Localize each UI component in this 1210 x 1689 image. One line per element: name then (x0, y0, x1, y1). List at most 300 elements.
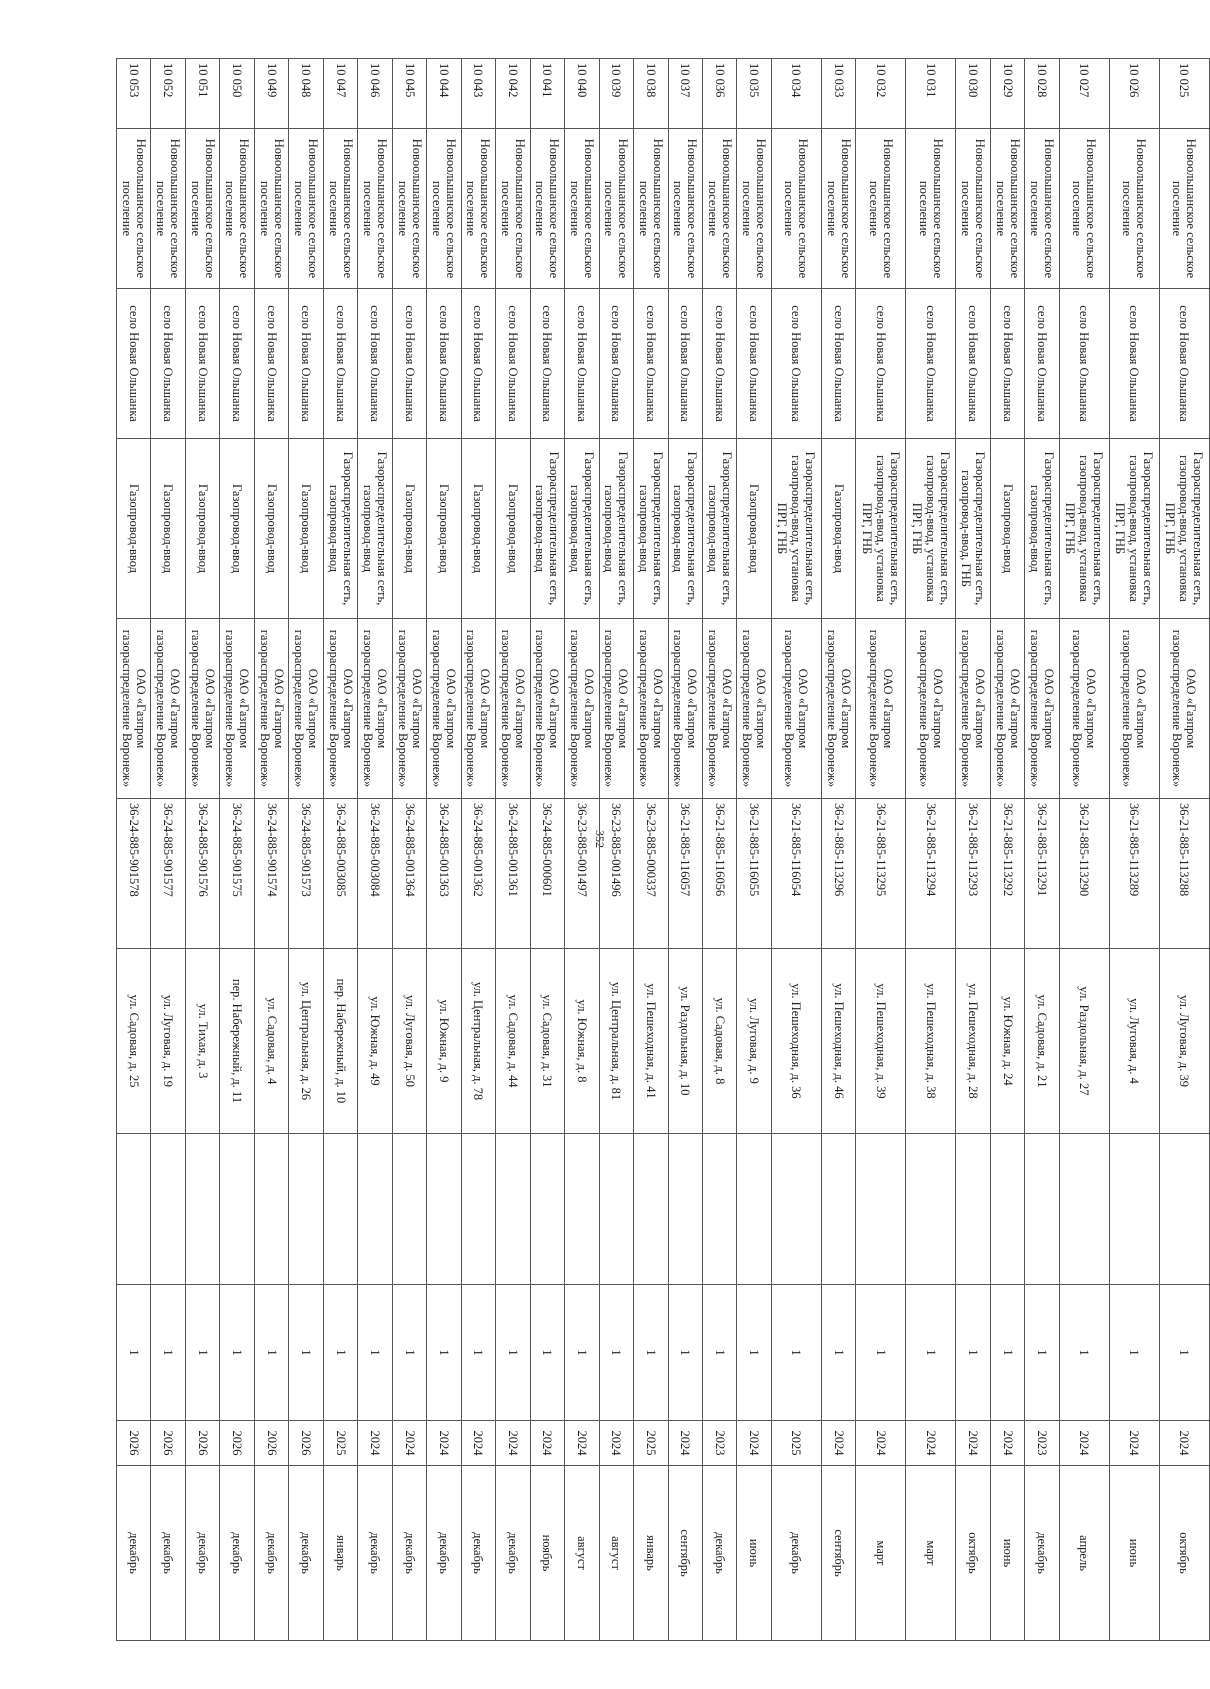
table-row (956, 59, 990, 1641)
year-cell: 2025 (323, 1421, 357, 1466)
organization-cell: ОАО «Газпром газораспределение Воронеж» (1059, 619, 1109, 799)
address-cell: ул. Южная, д. 9 (427, 949, 461, 1134)
row-number: 10 027 (1059, 59, 1109, 129)
table-row (1159, 59, 1209, 1641)
year-cell: 2024 (1159, 1421, 1209, 1466)
month-cell: декабрь (185, 1466, 219, 1641)
row-number: 10 028 (1025, 59, 1059, 129)
month-cell: декабрь (703, 1466, 737, 1641)
municipality-cell: Новоольшанское сельское поселение (392, 129, 426, 289)
row-number: 10 053 (117, 59, 152, 129)
table-row (1109, 59, 1159, 1641)
cadastral-number-cell: 36-21-885-113294 (906, 799, 956, 949)
locality-cell: село Новая Ольшанка (185, 289, 219, 439)
object-type-cell: Газопровод-ввод (427, 439, 461, 619)
address-cell: ул. Южная, д. 24 (990, 949, 1024, 1134)
object-type-cell: Газораспределительная сеть, газопровод-ввод (358, 439, 392, 619)
organization-cell: ОАО «Газпром газораспределение Воронеж» (856, 619, 906, 799)
municipality-cell: Новоольшанское сельское поселение (634, 129, 668, 289)
quantity-cell: 1 (1025, 1285, 1059, 1421)
organization-cell: ОАО «Газпром газораспределение Воронеж» (1159, 619, 1209, 799)
empty-cell (1025, 1134, 1059, 1285)
year-cell: 2023 (703, 1421, 737, 1466)
quantity-cell: 1 (1159, 1285, 1209, 1421)
year-cell: 2026 (254, 1421, 288, 1466)
cadastral-number-cell: 36-24-885-901573 (289, 799, 323, 949)
cadastral-number-cell: 36-21-885-113293 (956, 799, 990, 949)
locality-cell: село Новая Ольшанка (821, 289, 855, 439)
cadastral-number-cell: 36-21-885-113291 (1025, 799, 1059, 949)
cadastral-number-cell: 36-21-885-113288 (1159, 799, 1209, 949)
quantity-cell: 1 (771, 1285, 821, 1421)
address-cell: ул. Садовая, д. 44 (496, 949, 530, 1134)
organization-cell: ОАО «Газпром газораспределение Воронеж» (117, 619, 152, 799)
table-row (668, 59, 702, 1641)
object-type-cell: Газопровод-ввод (117, 439, 152, 619)
table-row (392, 59, 426, 1641)
year-cell: 2025 (634, 1421, 668, 1466)
row-number: 10 048 (289, 59, 323, 129)
address-cell: ул. Садовая, д. 4 (254, 949, 288, 1134)
organization-cell: ОАО «Газпром газораспределение Воронеж» (254, 619, 288, 799)
row-number: 10 043 (461, 59, 495, 129)
table-row (821, 59, 855, 1641)
quantity-cell: 1 (427, 1285, 461, 1421)
organization-cell: ОАО «Газпром газораспределение Воронеж» (821, 619, 855, 799)
municipality-cell: Новоольшанское сельское поселение (821, 129, 855, 289)
address-cell: ул. Луговая, д. 19 (151, 949, 185, 1134)
month-cell: март (856, 1466, 906, 1641)
address-cell: ул. Пешеходная, д. 38 (906, 949, 956, 1134)
cadastral-number-cell: 36-21-885-113296 (821, 799, 855, 949)
locality-cell: село Новая Ольшанка (668, 289, 702, 439)
cadastral-number-cell: 36-23-885-001496 (599, 799, 633, 949)
table-row (565, 59, 599, 1641)
municipality-cell: Новоольшанское сельское поселение (771, 129, 821, 289)
year-cell: 2026 (220, 1421, 254, 1466)
address-cell: ул. Раздольная, д. 27 (1059, 949, 1109, 1134)
table-row (461, 59, 495, 1641)
quantity-cell: 1 (956, 1285, 990, 1421)
row-number: 10 045 (392, 59, 426, 129)
address-cell: ул. Центральная, д. 81 (599, 949, 633, 1134)
month-cell: июнь (990, 1466, 1024, 1641)
table-row (289, 59, 323, 1641)
row-number: 10 042 (496, 59, 530, 129)
table-row (856, 59, 906, 1641)
empty-cell (634, 1134, 668, 1285)
year-cell: 2024 (668, 1421, 702, 1466)
organization-cell: ОАО «Газпром газораспределение Воронеж» (530, 619, 564, 799)
table-row (254, 59, 288, 1641)
empty-cell (1059, 1134, 1109, 1285)
row-number: 10 046 (358, 59, 392, 129)
row-number: 10 031 (906, 59, 956, 129)
row-number: 10 026 (1109, 59, 1159, 129)
row-number: 10 044 (427, 59, 461, 129)
municipality-cell: Новоольшанское сельское поселение (358, 129, 392, 289)
rotated-page-content (116, 58, 1210, 1640)
month-cell: декабрь (358, 1466, 392, 1641)
locality-cell: село Новая Ольшанка (323, 289, 357, 439)
municipality-cell: Новоольшанское сельское поселение (956, 129, 990, 289)
year-cell: 2024 (358, 1421, 392, 1466)
municipality-cell: Новоольшанское сельское поселение (461, 129, 495, 289)
municipality-cell: Новоольшанское сельское поселение (1159, 129, 1209, 289)
empty-cell (990, 1134, 1024, 1285)
organization-cell: ОАО «Газпром газораспределение Воронеж» (634, 619, 668, 799)
year-cell: 2024 (530, 1421, 564, 1466)
year-cell: 2024 (1109, 1421, 1159, 1466)
address-cell: ул. Пешеходная, д. 28 (956, 949, 990, 1134)
quantity-cell: 1 (358, 1285, 392, 1421)
quantity-cell: 1 (821, 1285, 855, 1421)
quantity-cell: 1 (392, 1285, 426, 1421)
organization-cell: ОАО «Газпром газораспределение Воронеж» (185, 619, 219, 799)
organization-cell: ОАО «Газпром газораспределение Воронеж» (427, 619, 461, 799)
organization-cell: ОАО «Газпром газораспределение Воронеж» (668, 619, 702, 799)
empty-cell (668, 1134, 702, 1285)
organization-cell: ОАО «Газпром газораспределение Воронеж» (956, 619, 990, 799)
address-cell: ул. Пешеходная, д. 39 (856, 949, 906, 1134)
cadastral-number-cell: 36-24-885-901577 (151, 799, 185, 949)
locality-cell: село Новая Ольшанка (254, 289, 288, 439)
organization-cell: ОАО «Газпром газораспределение Воронеж» (771, 619, 821, 799)
month-cell: апрель (1059, 1466, 1109, 1641)
locality-cell: село Новая Ольшанка (151, 289, 185, 439)
municipality-cell: Новоольшанское сельское поселение (185, 129, 219, 289)
year-cell: 2024 (821, 1421, 855, 1466)
empty-cell (856, 1134, 906, 1285)
month-cell: декабрь (1025, 1466, 1059, 1641)
locality-cell: село Новая Ольшанка (771, 289, 821, 439)
locality-cell: село Новая Ольшанка (358, 289, 392, 439)
address-cell: ул. Садовая, д. 8 (703, 949, 737, 1134)
empty-cell (117, 1134, 152, 1285)
empty-cell (289, 1134, 323, 1285)
object-type-cell: Газораспределительная сеть, газопровод-ввод, ГНБ (956, 439, 990, 619)
table-row (220, 59, 254, 1641)
cadastral-number-cell: 36-24-885-003084 (358, 799, 392, 949)
cadastral-number-cell: 36-24-885-003085 (323, 799, 357, 949)
empty-cell (1159, 1134, 1209, 1285)
year-cell: 2024 (565, 1421, 599, 1466)
municipality-cell: Новоольшанское сельское поселение (599, 129, 633, 289)
month-cell: октябрь (1159, 1466, 1209, 1641)
municipality-cell: Новоольшанское сельское поселение (1109, 129, 1159, 289)
organization-cell: ОАО «Газпром газораспределение Воронеж» (358, 619, 392, 799)
object-type-cell: Газопровод-ввод (254, 439, 288, 619)
empty-cell (427, 1134, 461, 1285)
quantity-cell: 1 (461, 1285, 495, 1421)
organization-cell: ОАО «Газпром газораспределение Воронеж» (737, 619, 771, 799)
cadastral-number-cell: 36-21-885-113295 (856, 799, 906, 949)
object-type-cell: Газопровод-ввод (990, 439, 1024, 619)
year-cell: 2026 (117, 1421, 152, 1466)
row-number: 10 047 (323, 59, 357, 129)
organization-cell: ОАО «Газпром газораспределение Воронеж» (392, 619, 426, 799)
quantity-cell: 1 (1109, 1285, 1159, 1421)
empty-cell (956, 1134, 990, 1285)
month-cell: январь (323, 1466, 357, 1641)
empty-cell (220, 1134, 254, 1285)
row-number: 10 036 (703, 59, 737, 129)
table-row (703, 59, 737, 1641)
year-cell: 2024 (496, 1421, 530, 1466)
municipality-cell: Новоольшанское сельское поселение (737, 129, 771, 289)
table-row (1025, 59, 1059, 1641)
table-row (496, 59, 530, 1641)
table-row (323, 59, 357, 1641)
empty-cell (703, 1134, 737, 1285)
year-cell: 2024 (990, 1421, 1024, 1466)
row-number: 10 051 (185, 59, 219, 129)
quantity-cell: 1 (703, 1285, 737, 1421)
object-type-cell: Газораспределительная сеть, газопровод-ввод, установка ПРГ, ГНБ (1159, 439, 1209, 619)
cadastral-number-cell: 36-23-885-001497 (565, 799, 599, 949)
row-number: 10 040 (565, 59, 599, 129)
address-cell: ул. Луговая, д. 50 (392, 949, 426, 1134)
organization-cell: ОАО «Газпром газораспределение Воронеж» (323, 619, 357, 799)
month-cell: декабрь (151, 1466, 185, 1641)
table-row (906, 59, 956, 1641)
row-number: 10 052 (151, 59, 185, 129)
object-type-cell: Газопровод-ввод (496, 439, 530, 619)
locality-cell: село Новая Ольшанка (117, 289, 152, 439)
object-type-cell: Газораспределительная сеть, газопровод-ввод (634, 439, 668, 619)
organization-cell: ОАО «Газпром газораспределение Воронеж» (1109, 619, 1159, 799)
empty-cell (461, 1134, 495, 1285)
year-cell: 2024 (461, 1421, 495, 1466)
table-row (771, 59, 821, 1641)
quantity-cell: 1 (496, 1285, 530, 1421)
row-number: 10 038 (634, 59, 668, 129)
locality-cell: село Новая Ольшанка (990, 289, 1024, 439)
quantity-cell: 1 (117, 1285, 152, 1421)
cadastral-number-cell: 36-24-885-901574 (254, 799, 288, 949)
month-cell: декабрь (117, 1466, 152, 1641)
month-cell: июнь (1109, 1466, 1159, 1641)
organization-cell: ОАО «Газпром газораспределение Воронеж» (289, 619, 323, 799)
organization-cell: ОАО «Газпром газораспределение Воронеж» (990, 619, 1024, 799)
year-cell: 2024 (599, 1421, 633, 1466)
municipality-cell: Новоольшанское сельское поселение (289, 129, 323, 289)
month-cell: декабрь (220, 1466, 254, 1641)
object-type-cell: Газораспределительная сеть, газопровод-ввод, установка ПРГ, ГНБ (1109, 439, 1159, 619)
empty-cell (254, 1134, 288, 1285)
cadastral-number-cell: 36-21-885-113292 (990, 799, 1024, 949)
address-cell: ул. Садовая, д. 21 (1025, 949, 1059, 1134)
quantity-cell: 1 (668, 1285, 702, 1421)
empty-cell (151, 1134, 185, 1285)
quantity-cell: 1 (565, 1285, 599, 1421)
year-cell: 2024 (427, 1421, 461, 1466)
row-number: 10 049 (254, 59, 288, 129)
row-number: 10 033 (821, 59, 855, 129)
empty-cell (185, 1134, 219, 1285)
month-cell: август (599, 1466, 633, 1641)
address-cell: ул. Южная, д. 8 (565, 949, 599, 1134)
municipality-cell: Новоольшанское сельское поселение (254, 129, 288, 289)
address-cell: ул. Южная, д. 49 (358, 949, 392, 1134)
month-cell: август (565, 1466, 599, 1641)
month-cell: октябрь (956, 1466, 990, 1641)
gas-connection-register-table (116, 58, 1210, 1641)
year-cell: 2024 (1059, 1421, 1109, 1466)
municipality-cell: Новоольшанское сельское поселение (990, 129, 1024, 289)
empty-cell (565, 1134, 599, 1285)
object-type-cell: Газопровод-ввод (737, 439, 771, 619)
year-cell: 2026 (289, 1421, 323, 1466)
municipality-cell: Новоольшанское сельское поселение (703, 129, 737, 289)
municipality-cell: Новоольшанское сельское поселение (668, 129, 702, 289)
locality-cell: село Новая Ольшанка (737, 289, 771, 439)
year-cell: 2024 (737, 1421, 771, 1466)
cadastral-number-cell: 36-24-885-001364 (392, 799, 426, 949)
month-cell: декабрь (392, 1466, 426, 1641)
municipality-cell: Новоольшанское сельское поселение (565, 129, 599, 289)
locality-cell: село Новая Ольшанка (1159, 289, 1209, 439)
object-type-cell: Газопровод-ввод (185, 439, 219, 619)
quantity-cell: 1 (634, 1285, 668, 1421)
year-cell: 2024 (956, 1421, 990, 1466)
cadastral-number-cell: 36-21-885-116057 (668, 799, 702, 949)
address-cell: ул. Пешеходная, д. 41 (634, 949, 668, 1134)
empty-cell (323, 1134, 357, 1285)
address-cell: ул. Луговая, д. 9 (737, 949, 771, 1134)
cadastral-number-cell: 36-21-885-116054 (771, 799, 821, 949)
locality-cell: село Новая Ольшанка (1059, 289, 1109, 439)
locality-cell: село Новая Ольшанка (392, 289, 426, 439)
row-number: 10 035 (737, 59, 771, 129)
quantity-cell: 1 (289, 1285, 323, 1421)
year-cell: 2026 (151, 1421, 185, 1466)
object-type-cell: Газораспределительная сеть, газопровод-ввод (565, 439, 599, 619)
locality-cell: село Новая Ольшанка (565, 289, 599, 439)
table-row (737, 59, 771, 1641)
cadastral-number-cell: 36-24-885-901575 (220, 799, 254, 949)
quantity-cell: 1 (856, 1285, 906, 1421)
object-type-cell: Газораспределительная сеть, газопровод-ввод (668, 439, 702, 619)
row-number: 10 034 (771, 59, 821, 129)
quantity-cell: 1 (599, 1285, 633, 1421)
month-cell: март (906, 1466, 956, 1641)
month-cell: сентябрь (668, 1466, 702, 1641)
cadastral-number-cell: 36-21-885-116055 (737, 799, 771, 949)
object-type-cell: Газопровод-ввод (220, 439, 254, 619)
row-number: 10 032 (856, 59, 906, 129)
empty-cell (496, 1134, 530, 1285)
object-type-cell: Газораспределительная сеть, газопровод-ввод (323, 439, 357, 619)
quantity-cell: 1 (1059, 1285, 1109, 1421)
address-cell: ул. Центральная, д. 26 (289, 949, 323, 1134)
quantity-cell: 1 (220, 1285, 254, 1421)
locality-cell: село Новая Ольшанка (956, 289, 990, 439)
empty-cell (821, 1134, 855, 1285)
year-cell: 2024 (906, 1421, 956, 1466)
object-type-cell: Газопровод-ввод (289, 439, 323, 619)
quantity-cell: 1 (737, 1285, 771, 1421)
row-number: 10 050 (220, 59, 254, 129)
locality-cell: село Новая Ольшанка (427, 289, 461, 439)
object-type-cell: Газораспределительная сеть, газопровод-ввод, установка ПРГ, ГНБ (906, 439, 956, 619)
table-row (427, 59, 461, 1641)
object-type-cell: Газопровод-ввод (821, 439, 855, 619)
table-row (530, 59, 564, 1641)
organization-cell: ОАО «Газпром газораспределение Воронеж» (461, 619, 495, 799)
table-row (634, 59, 668, 1641)
object-type-cell: Газораспределительная сеть, газопровод-ввод, установка ПРГ, ГНБ (771, 439, 821, 619)
address-cell: ул. Садовая, д. 25 (117, 949, 152, 1134)
table-body (117, 59, 1210, 1641)
object-type-cell: Газопровод-ввод (461, 439, 495, 619)
object-type-cell: Газораспределительная сеть, газопровод-ввод (703, 439, 737, 619)
organization-cell: ОАО «Газпром газораспределение Воронеж» (496, 619, 530, 799)
table-row (358, 59, 392, 1641)
table-row (1059, 59, 1109, 1641)
municipality-cell: Новоольшанское сельское поселение (117, 129, 152, 289)
month-cell: декабрь (427, 1466, 461, 1641)
organization-cell: ОАО «Газпром газораспределение Воронеж» (1025, 619, 1059, 799)
month-cell: декабрь (254, 1466, 288, 1641)
quantity-cell: 1 (323, 1285, 357, 1421)
municipality-cell: Новоольшанское сельское поселение (530, 129, 564, 289)
month-cell: январь (634, 1466, 668, 1641)
locality-cell: село Новая Ольшанка (461, 289, 495, 439)
object-type-cell: Газораспределительная сеть, газопровод-ввод (1025, 439, 1059, 619)
locality-cell: село Новая Ольшанка (703, 289, 737, 439)
municipality-cell: Новоольшанское сельское поселение (496, 129, 530, 289)
empty-cell (530, 1134, 564, 1285)
year-cell: 2025 (771, 1421, 821, 1466)
municipality-cell: Новоольшанское сельское поселение (856, 129, 906, 289)
address-cell: ул. Тихая, д. 3 (185, 949, 219, 1134)
municipality-cell: Новоольшанское сельское поселение (220, 129, 254, 289)
cadastral-number-cell: 36-24-885-901576 (185, 799, 219, 949)
empty-cell (771, 1134, 821, 1285)
organization-cell: ОАО «Газпром газораспределение Воронеж» (565, 619, 599, 799)
locality-cell: село Новая Ольшанка (856, 289, 906, 439)
empty-cell (906, 1134, 956, 1285)
cadastral-number-cell: 36-24-885-001362 (461, 799, 495, 949)
object-type-cell: Газопровод-ввод (151, 439, 185, 619)
row-number: 10 037 (668, 59, 702, 129)
empty-cell (737, 1134, 771, 1285)
year-cell: 2024 (856, 1421, 906, 1466)
empty-cell (1109, 1134, 1159, 1285)
object-type-cell: Газопровод-ввод (392, 439, 426, 619)
quantity-cell: 1 (185, 1285, 219, 1421)
address-cell: ул. Раздольная, д. 10 (668, 949, 702, 1134)
year-cell: 2024 (392, 1421, 426, 1466)
row-number: 10 041 (530, 59, 564, 129)
cadastral-number-cell: 36-23-885-000337 (634, 799, 668, 949)
cadastral-number-cell: 36-21-885-116056 (703, 799, 737, 949)
address-cell: ул. Центральная, д. 78 (461, 949, 495, 1134)
month-cell: декабрь (461, 1466, 495, 1641)
month-cell: декабрь (496, 1466, 530, 1641)
empty-cell (599, 1134, 633, 1285)
quantity-cell: 1 (906, 1285, 956, 1421)
locality-cell: село Новая Ольшанка (634, 289, 668, 439)
empty-cell (392, 1134, 426, 1285)
object-type-cell: Газораспределительная сеть, газопровод-ввод (599, 439, 633, 619)
municipality-cell: Новоольшанское сельское поселение (906, 129, 956, 289)
quantity-cell: 1 (254, 1285, 288, 1421)
locality-cell: село Новая Ольшанка (906, 289, 956, 439)
organization-cell: ОАО «Газпром газораспределение Воронеж» (599, 619, 633, 799)
locality-cell: село Новая Ольшанка (496, 289, 530, 439)
